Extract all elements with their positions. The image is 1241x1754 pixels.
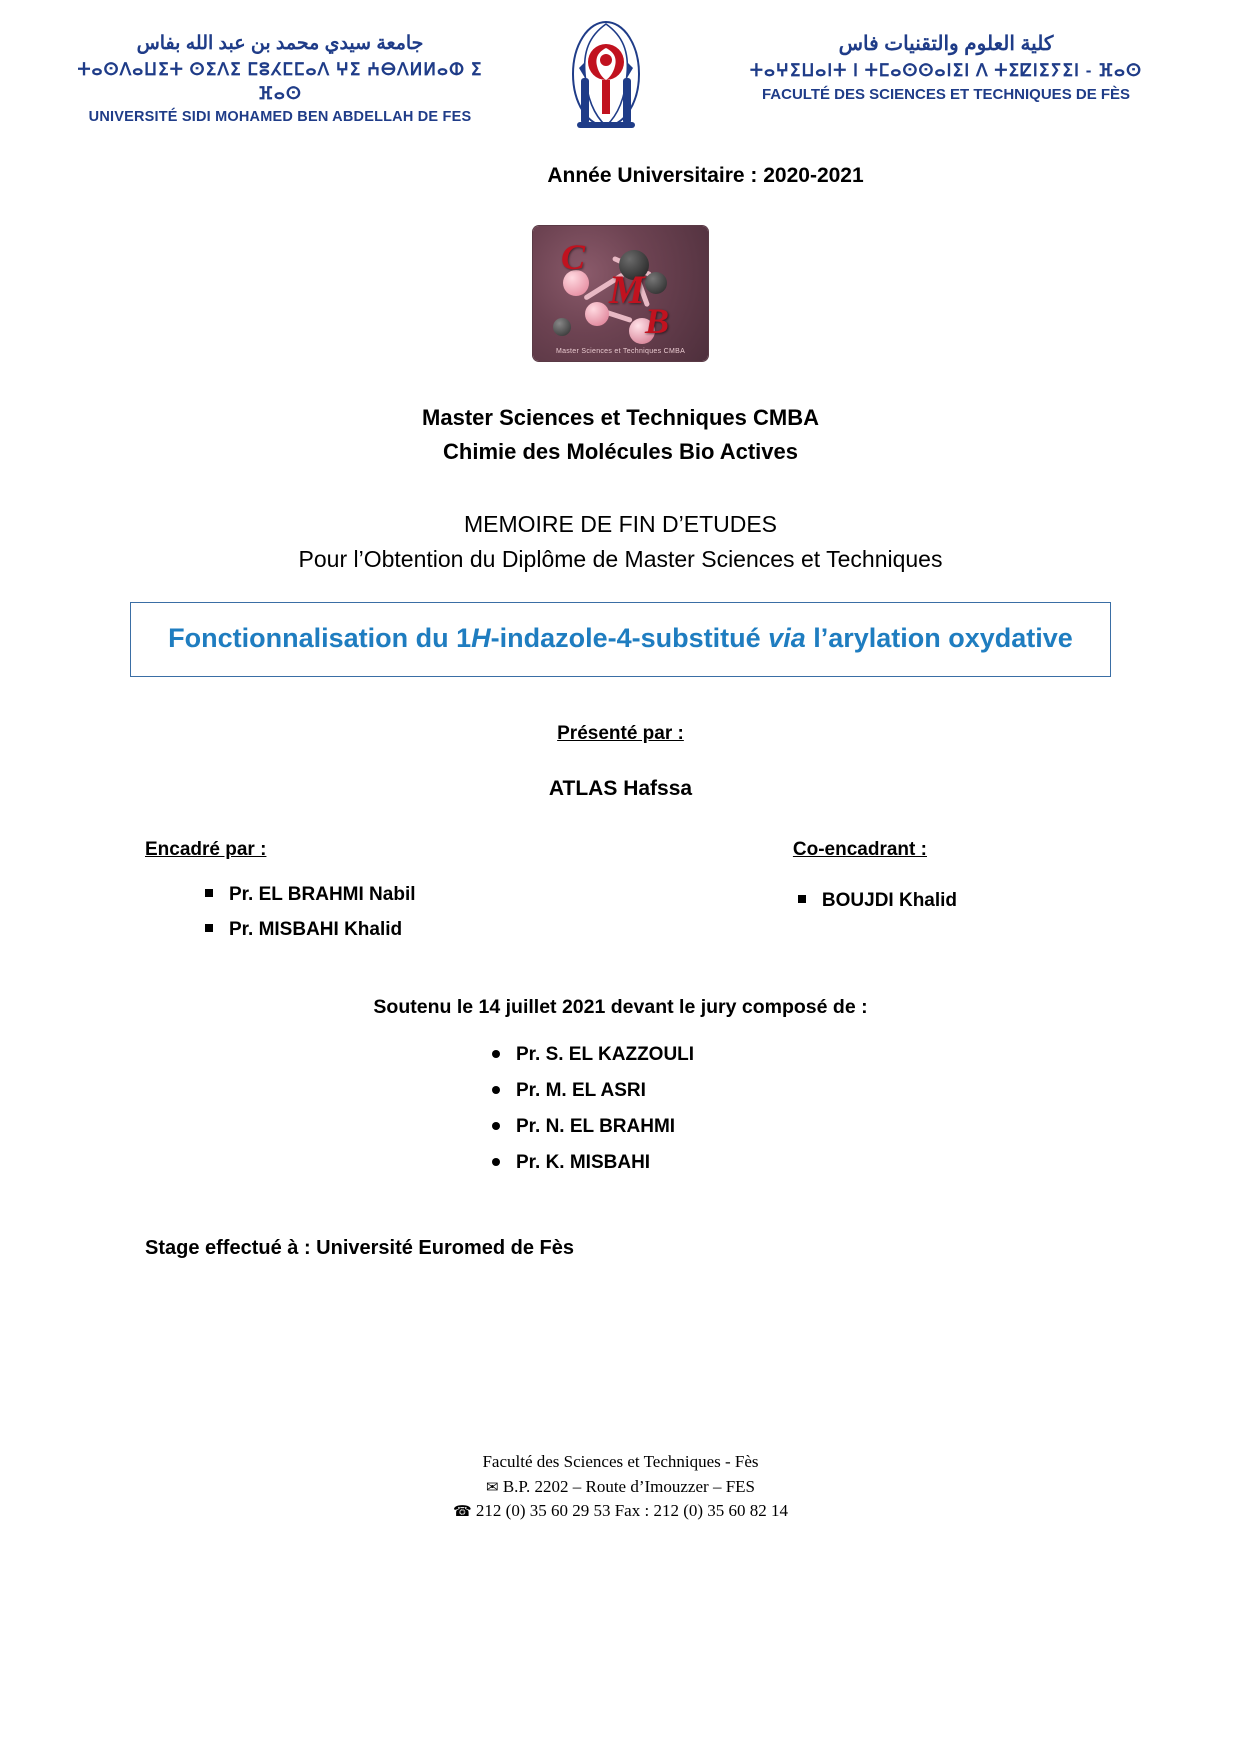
program-line-1: Master Sciences et Techniques CMBA [422, 405, 819, 430]
document-type [60, 507, 1181, 576]
faculty-name-french: FACULTÉ DES SCIENCES ET TECHNIQUES DE FÈS [761, 85, 1131, 103]
academic-year: Année Universitaire : 2020-2021 [547, 164, 864, 187]
author-name: ATLAS Hafssa [548, 777, 693, 801]
program-line-2: Chimie des Molécules Bio Actives [443, 439, 798, 465]
co-supervisors-column [643, 839, 1181, 918]
logo-letter-b: B [645, 301, 670, 341]
university-name-french: UNIVERSITÉ SIDI MOHAMED BEN ABDELLAH DE FES [88, 108, 472, 125]
logo-letter-c: C [561, 237, 586, 277]
thesis-title-part-1: Fonctionnalisation du 1 [168, 623, 472, 654]
list-item: BOUJDI Khalid [798, 883, 1181, 918]
document-type-line-1: MEMOIRE DE FIN D’ETUDES [463, 511, 778, 538]
footer-line-3 [0, 1499, 1241, 1524]
supervisors-label: Encadré par : [145, 839, 267, 861]
document-type-line-2: Pour l’Obtention du Diplôme de Master Sciences et Techniques [298, 545, 943, 572]
defense-heading: Soutenu le 14 juillet 2021 devant le jury composé de : [373, 995, 868, 1018]
list-item: Pr. N. EL BRAHMI [490, 1109, 1181, 1145]
presented-by-label [60, 723, 1181, 745]
internship-location: Stage effectué à : Université Euromed de Fès [145, 1236, 575, 1259]
list-item: Pr. MISBAHI Khalid [205, 912, 643, 947]
thesis-title [145, 619, 1096, 658]
thesis-title-box [130, 602, 1111, 677]
thesis-title-italic-2: via [768, 623, 806, 654]
university-name-tifinagh: ⵜⴰⵙⴷⴰⵡⵉⵜ ⵙⵉⴷⵉ ⵎⵓⵃⵎⵎⴰⴷ ⵖⵉ ⵄⴱⴷⵍⵍⴰⵀ ⵉ ⴼⴰⵙ [77, 59, 483, 104]
co-supervisors-label: Co-encadrant : [792, 839, 927, 861]
university-crest [561, 18, 651, 136]
list-item: Pr. M. EL ASRI [490, 1073, 1181, 1109]
cmba-logo [533, 226, 708, 361]
university-name-arabic: جامعة سيدي محمد بن عبد الله بفاس [136, 33, 424, 54]
logo-letter-m: M [609, 267, 645, 312]
thesis-title-italic-1: H [471, 623, 491, 654]
university-identity [60, 18, 500, 128]
thesis-title-part-2: -indazole-4-substitué [490, 623, 769, 654]
faculty-identity [711, 18, 1181, 105]
thesis-title-part-3: l’arylation oxydative [805, 623, 1073, 654]
footer-phone: 212 (0) 35 60 29 53 Fax : 212 (0) 35 60 82 14 [475, 1501, 789, 1521]
presented-by-text: Présenté par : [557, 723, 684, 745]
footer-line-2 [0, 1475, 1241, 1500]
logo-caption: Master Sciences et Techniques CMBA [555, 348, 686, 355]
faculty-name-tifinagh: ⵜⴰⵖⵉⵡⴰⵏⵜ ⵏ ⵜⵎⴰⵙⵙⴰⵏⵉⵏ ⴷ ⵜⵉⵇⵏⵉⵢⵉⵏ - ⴼⴰⵙ [749, 61, 1143, 80]
document-footer [0, 1450, 1241, 1524]
supervisors-list [145, 877, 643, 947]
faculty-name-arabic: كلية العلوم والتقنيات فاس [838, 33, 1054, 55]
phone-icon: ☎ [452, 1504, 472, 1521]
list-item: Pr. S. EL KAZZOULI [490, 1037, 1181, 1073]
footer-address: B.P. 2202 – Route d’Imouzzer – FES [502, 1476, 755, 1496]
program-title [60, 401, 1181, 469]
footer-line-1: Faculté des Sciences et Techniques - Fès [482, 1451, 759, 1471]
jury-list [60, 1037, 1181, 1181]
list-item: Pr. K. MISBAHI [490, 1145, 1181, 1181]
logo-container [60, 226, 1181, 361]
supervisors-section [60, 839, 1181, 947]
co-supervisors-list [703, 883, 1181, 918]
document-header [60, 18, 1181, 138]
mail-icon: ✉ [486, 1479, 499, 1496]
supervisors-column [60, 839, 643, 947]
list-item: Pr. EL BRAHMI Nabil [205, 877, 643, 912]
